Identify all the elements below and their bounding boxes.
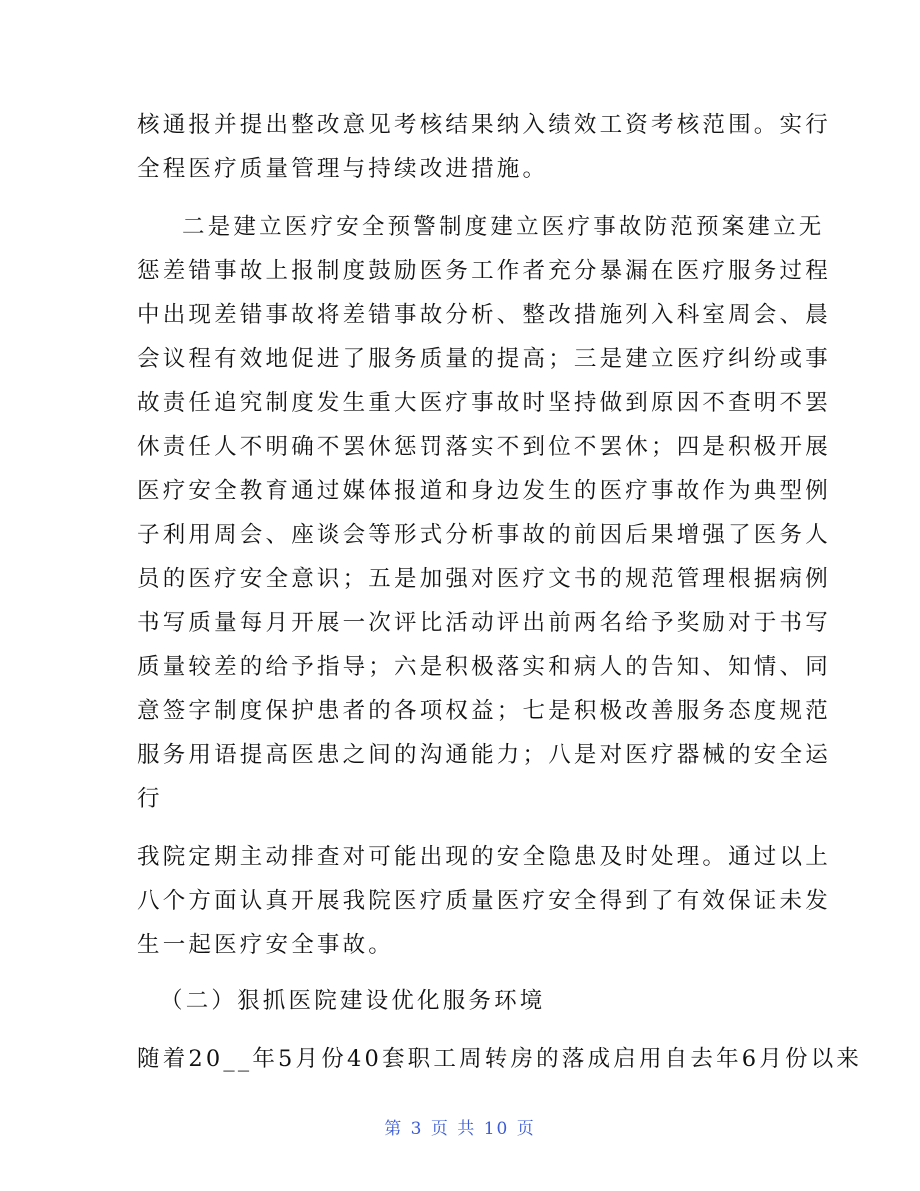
section-heading: （二）狠抓医院建设优化服务环境 [160, 988, 546, 1014]
text-line: 意签字制度保护患者的各项权益；七是积极改善服务态度规范 [137, 698, 831, 724]
text-line: 医疗安全教育通过媒体报道和身边发生的医疗事故作为典型例 [137, 478, 831, 504]
text-line: 子利用周会、座谈会等形式分析事故的前因后果增强了医务人 [137, 522, 831, 548]
text-line: 中出现差错事故将差错事故分析、整改措施列入科室周会、晨 [137, 302, 831, 328]
text-line: 故责任追究制度发生重大医疗事故时坚持做到原因不查明不罢 [137, 390, 831, 416]
text-line: 服务用语提高医患之间的沟通能力；八是对医疗器械的安全运 [137, 742, 831, 768]
page-number-footer: 第 3 页 共 10 页 [384, 1119, 536, 1139]
text-line: 休责任人不明确不罢休惩罚落实不到位不罢休；四是积极开展 [137, 434, 831, 460]
text-line: 我院定期主动排查对可能出现的安全隐患及时处理。通过以上 [137, 844, 831, 870]
text-line: 生一起医疗安全事故。 [137, 932, 395, 958]
text-line: 核通报并提出整改意见考核结果纳入绩效工资考核范围。实行 [137, 112, 831, 138]
text-line: 会议程有效地促进了服务质量的提高；三是建立医疗纠纷或事 [137, 346, 831, 372]
text-line: 质量较差的给予指导；六是积极落实和病人的告知、知情、同 [137, 654, 831, 680]
text-line: 书写质量每月开展一次评比活动评出前两名给予奖励对于书写 [137, 610, 831, 636]
text-line: 员的医疗安全意识；五是加强对医疗文书的规范管理根据病例 [137, 566, 831, 592]
text-line: 二是建立医疗安全预警制度建立医疗事故防范预案建立无 [182, 214, 825, 240]
text-line: 八个方面认真开展我院医疗质量医疗安全得到了有效保证未发 [137, 888, 831, 914]
text-line: 全程医疗质量管理与持续改进措施。 [137, 156, 549, 182]
text-line: 行 [137, 786, 163, 812]
text-line: 惩差错事故上报制度鼓励医务工作者充分暴漏在医疗服务过程 [137, 258, 831, 284]
text-line: 随着20__年5月份40套职工周转房的落成启用自去年6月份以来 [137, 1046, 863, 1072]
